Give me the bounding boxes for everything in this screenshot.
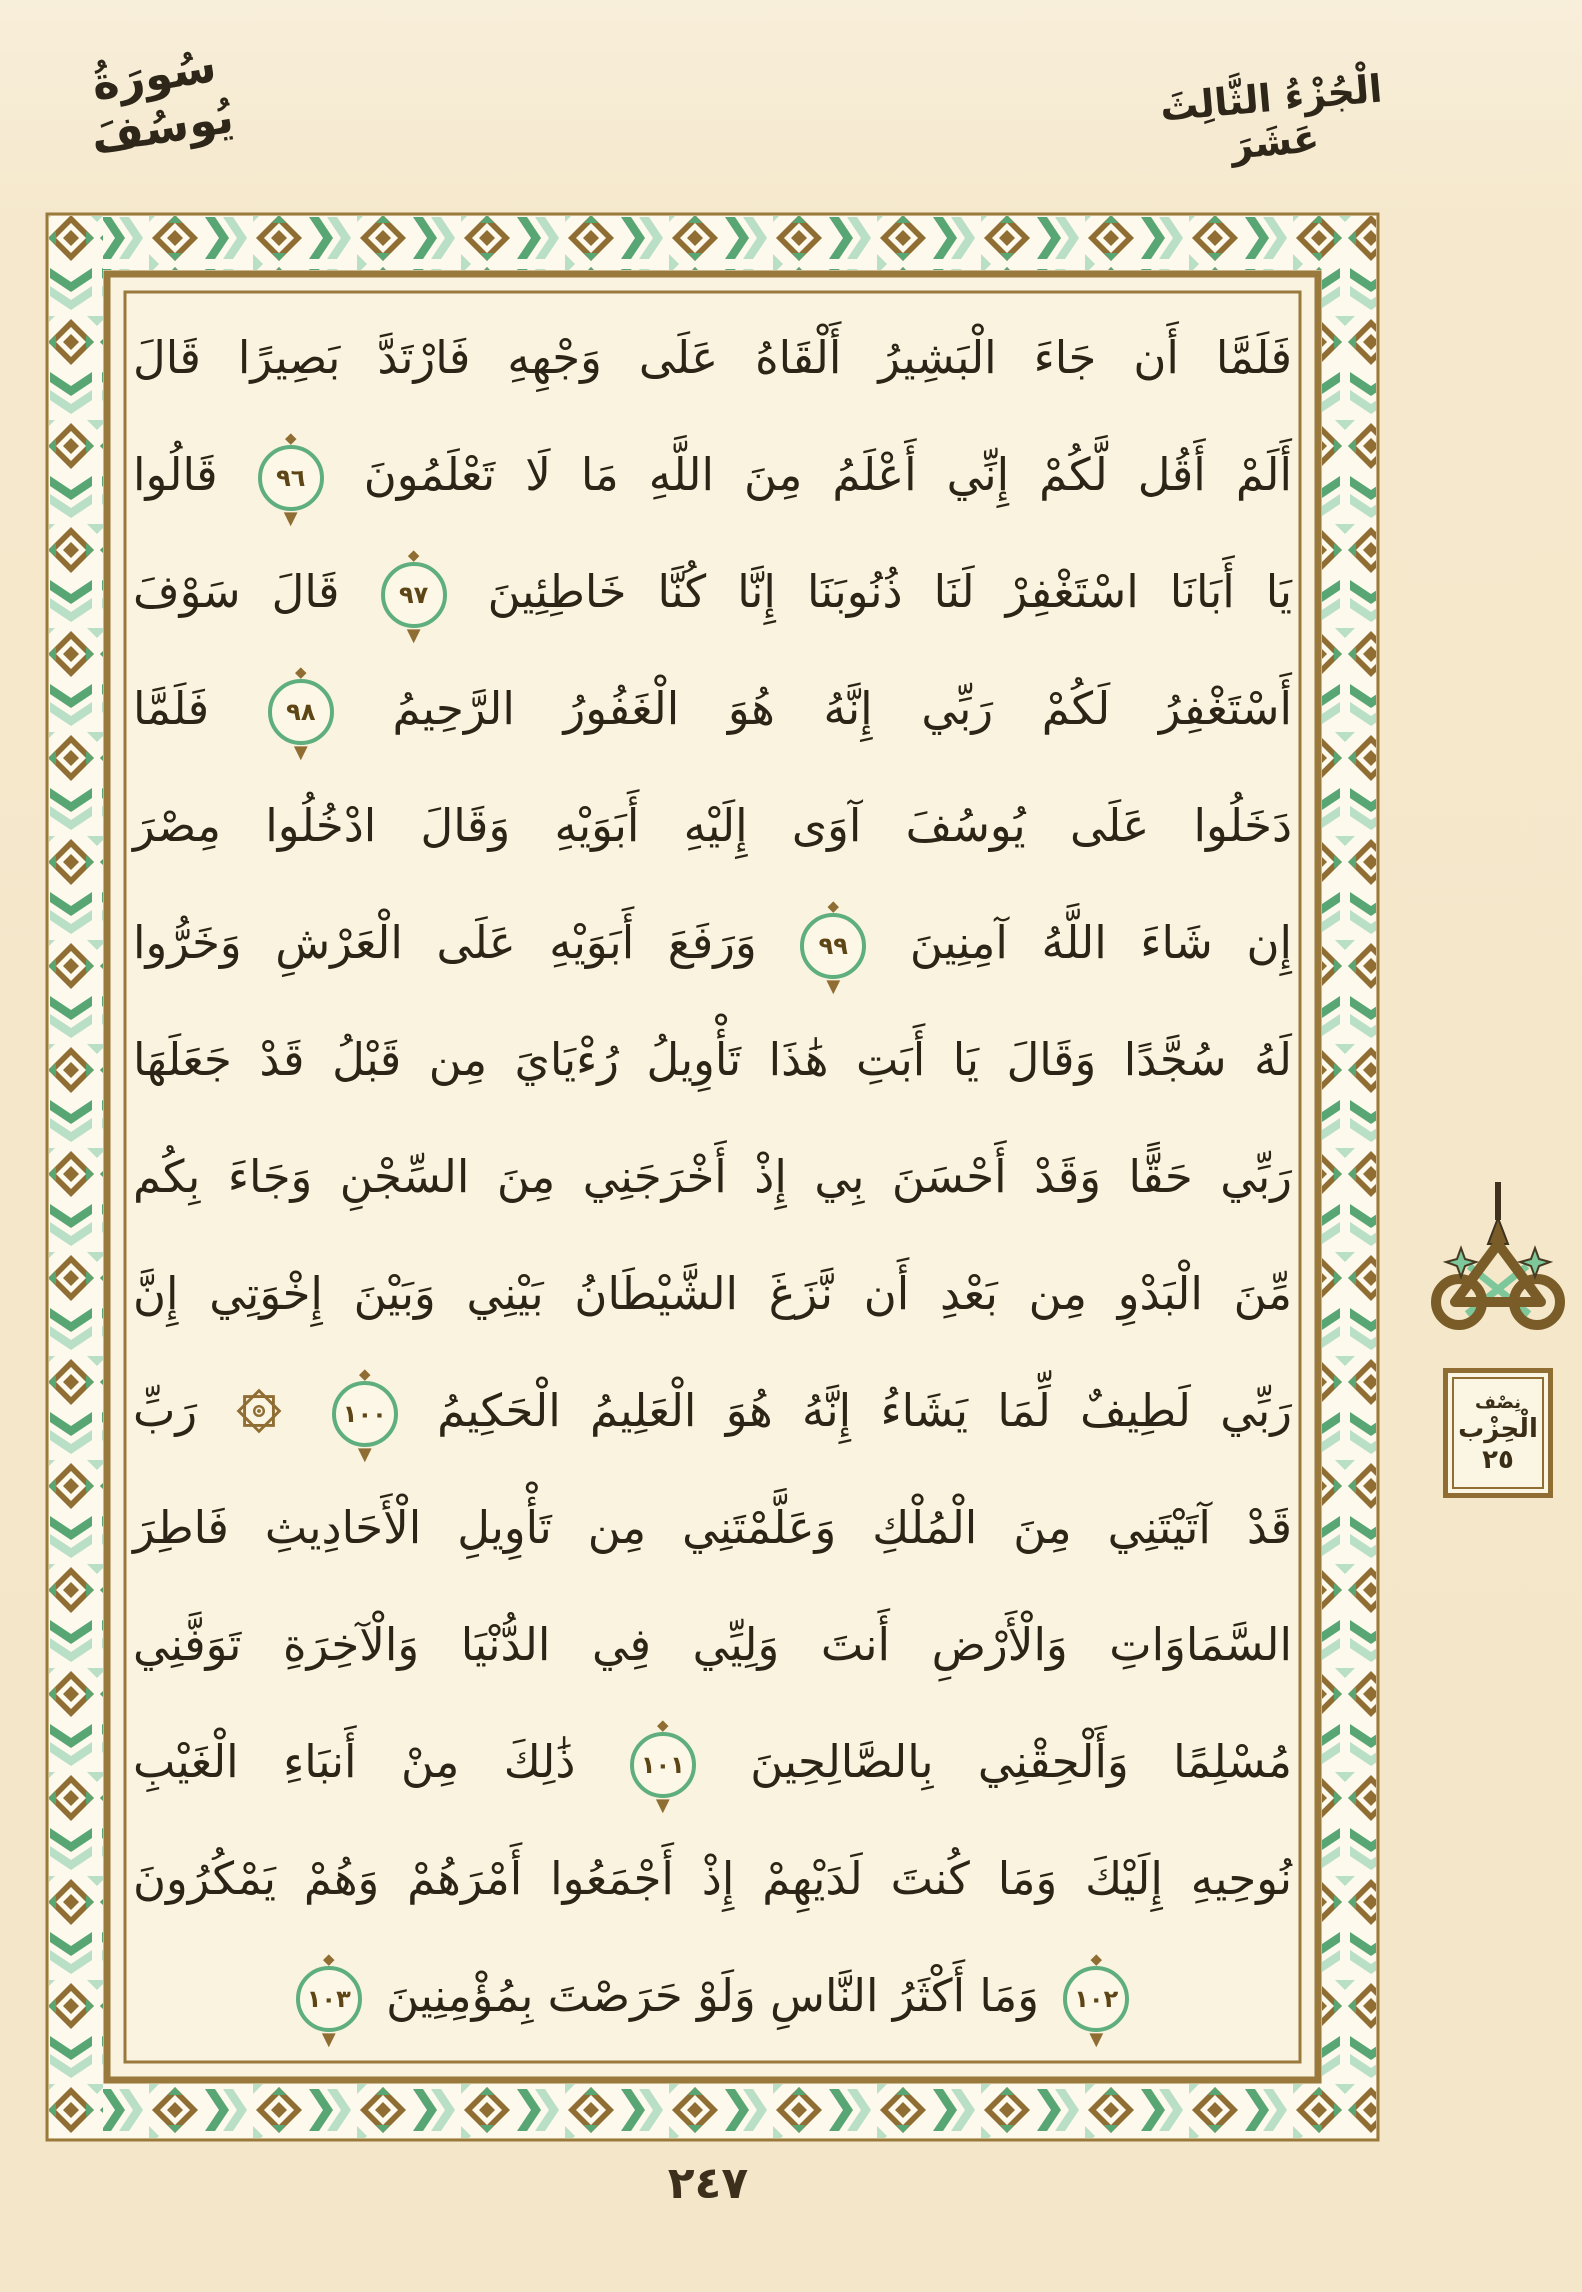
surah-name-header: سُورَةُ يُوسُفَ bbox=[87, 38, 237, 165]
quran-line bbox=[133, 1119, 1292, 1235]
ayah-text: رَبِّي حَقًّا وَقَدْ أَحْسَنَ بِي إِذْ أَخْرَجَنِي مِنَ السِّجْنِ وَجَاءَ بِكُم bbox=[133, 1150, 1292, 1203]
ayah-text: مِّنَ الْبَدْوِ مِن بَعْدِ أَن نَّزَغَ الشَّيْطَانُ بَيْنِي وَبَيْنَ إِخْوَتِي إِنَّ bbox=[133, 1267, 1292, 1320]
quran-line bbox=[133, 534, 1292, 650]
ayah-text: وَرَفَعَ أَبَوَيْهِ عَلَى الْعَرْشِ وَخَرُّوا bbox=[133, 916, 757, 969]
quran-line bbox=[133, 1353, 1292, 1469]
ayah-text: قَدْ آتَيْتَنِي مِنَ الْمُلْكِ وَعَلَّمْتَنِي مِن تَأْوِيلِ الْأَحَادِيثِ فَاطِرَ bbox=[133, 1501, 1292, 1554]
hizb-top-label: نِصْف bbox=[1475, 1391, 1521, 1413]
quran-line bbox=[133, 1470, 1292, 1586]
ayah-text: مُسْلِمًا وَأَلْحِقْنِي بِالصَّالِحِينَ bbox=[750, 1735, 1292, 1788]
ayah-text: السَّمَاوَاتِ وَالْأَرْضِ أَنتَ وَلِيِّي فِي الدُّنْيَا وَالْآخِرَةِ تَوَفَّنِي bbox=[133, 1618, 1292, 1671]
ayah-text: وَمَا أَكْثَرُ النَّاسِ وَلَوْ حَرَصْتَ بِمُؤْمِنِينَ bbox=[386, 1969, 1039, 2022]
quran-text-area bbox=[133, 300, 1292, 2054]
verse-number-marker: ◆ ٩٧ ▼ bbox=[381, 562, 447, 628]
ayah-text: رَبِّي لَطِيفٌ لِّمَا يَشَاءُ إِنَّهُ هُوَ الْعَلِيمُ الْحَكِيمُ bbox=[437, 1384, 1292, 1437]
verse-number-marker: ◆ ١٠٢ ▼ bbox=[1063, 1966, 1129, 2032]
quran-line bbox=[133, 1938, 1292, 2054]
ayah-text: ذَٰلِكَ مِنْ أَنبَاءِ الْغَيْبِ bbox=[133, 1735, 576, 1788]
quran-line bbox=[133, 1704, 1292, 1820]
quran-line bbox=[133, 417, 1292, 533]
rub-el-hizb-star-icon bbox=[234, 1386, 284, 1443]
hizb-label-box bbox=[1443, 1368, 1553, 1498]
verse-number-marker: ◆ ١٠١ ▼ bbox=[630, 1732, 696, 1798]
ayah-text: فَلَمَّا أَن جَاءَ الْبَشِيرُ أَلْقَاهُ عَلَى وَجْهِهِ فَارْتَدَّ بَصِيرًا قَالَ bbox=[133, 331, 1292, 384]
ayah-text: دَخَلُوا عَلَى يُوسُفَ آوَى إِلَيْهِ أَبَوَيْهِ وَقَالَ ادْخُلُوا مِصْرَ bbox=[133, 799, 1292, 852]
hizb-number: ٢٥ bbox=[1482, 1444, 1514, 1475]
ayah-text: رَبِّ bbox=[133, 1384, 198, 1437]
ayah-text: أَلَمْ أَقُل لَّكُمْ إِنِّي أَعْلَمُ مِنَ اللَّهِ مَا لَا تَعْلَمُونَ bbox=[363, 448, 1292, 501]
decorative-border-frame bbox=[45, 212, 1380, 2142]
ayah-text: قَالُوا bbox=[133, 448, 218, 501]
quran-line bbox=[133, 1587, 1292, 1703]
ayah-text: فَلَمَّا bbox=[133, 682, 210, 735]
ayah-text: أَسْتَغْفِرُ لَكُمْ رَبِّي إِنَّهُ هُوَ الْغَفُورُ الرَّحِيمُ bbox=[392, 682, 1292, 735]
ayah-text: يَا أَبَانَا اسْتَغْفِرْ لَنَا ذُنُوبَنَا إِنَّا كُنَّا خَاطِئِينَ bbox=[487, 565, 1293, 618]
quran-line bbox=[133, 651, 1292, 767]
quran-line bbox=[133, 768, 1292, 884]
verse-number-marker: ◆ ١٠٠ ▼ bbox=[332, 1381, 398, 1447]
quran-line bbox=[133, 1236, 1292, 1352]
ayah-text: إِن شَاءَ اللَّهُ آمِنِينَ bbox=[909, 916, 1292, 969]
ayah-text: نُوحِيهِ إِلَيْكَ وَمَا كُنتَ لَدَيْهِمْ إِذْ أَجْمَعُوا أَمْرَهُمْ وَهُمْ يَمْكُرُونَ bbox=[133, 1852, 1292, 1905]
hizb-knot-icon bbox=[1423, 1182, 1573, 1372]
quran-line bbox=[133, 1821, 1292, 1937]
quran-line bbox=[133, 1002, 1292, 1118]
quran-line bbox=[133, 300, 1292, 416]
hizb-marker-ornament bbox=[1418, 1182, 1578, 1516]
verse-number-marker: ◆ ٩٨ ▼ bbox=[268, 679, 334, 745]
ayah-text: قَالَ سَوْفَ bbox=[133, 565, 340, 618]
verse-number-marker: ◆ ١٠٣ ▼ bbox=[296, 1966, 362, 2032]
verse-number-marker: ◆ ٩٦ ▼ bbox=[258, 445, 324, 511]
quran-line bbox=[133, 885, 1292, 1001]
ayah-text: لَهُ سُجَّدًا وَقَالَ يَا أَبَتِ هَٰذَا تَأْوِيلُ رُءْيَايَ مِن قَبْلُ قَدْ جَعَلَهَا bbox=[133, 1033, 1292, 1086]
juz-header: الْجُزْءُ الثَّالِثَ عَشَرَ bbox=[1158, 66, 1384, 168]
hizb-main-label: الْحِزْب bbox=[1458, 1413, 1538, 1444]
verse-number-marker: ◆ ٩٩ ▼ bbox=[800, 913, 866, 979]
page-number: ٢٤٧ bbox=[667, 2158, 749, 2209]
